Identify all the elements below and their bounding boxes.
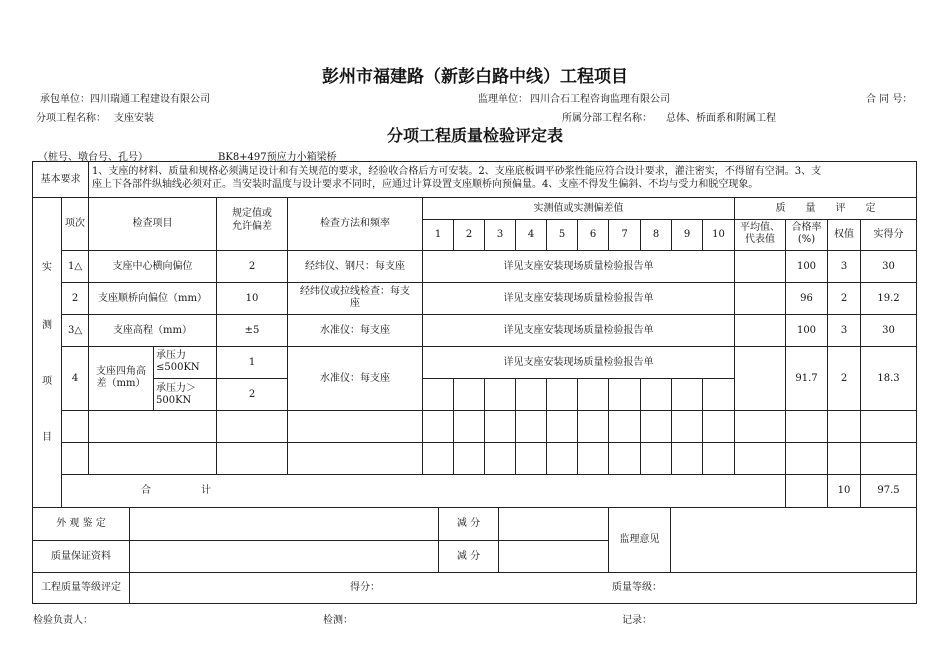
row2-tolerance: 10 xyxy=(245,292,259,304)
row4-score: 18.3 xyxy=(877,372,900,384)
header-pass-rate-line2: (%) xyxy=(797,234,816,245)
contractor-value: 四川瑞通工程建设有限公司 xyxy=(90,94,210,105)
header-measured: 实测值或实测偏差值 xyxy=(533,202,624,214)
col-5: 5 xyxy=(558,229,566,240)
form-title: 分项工程质量检验评定表 xyxy=(386,126,563,145)
col-6: 6 xyxy=(589,229,597,240)
total-score: 97.5 xyxy=(877,485,900,496)
row4-sub1-line2: ≤500KN xyxy=(156,362,200,373)
header-quality-eval: 质 量 评 定 xyxy=(775,202,876,214)
header-check-item: 检查项目 xyxy=(132,218,173,229)
division-value: 总体、桥面系和附属工程 xyxy=(666,113,776,124)
row1-item: 支座中心横向偏位 xyxy=(112,260,193,272)
contract-no-label: 合 同 号： xyxy=(866,94,913,105)
header-tolerance-line2: 允许偏差 xyxy=(232,221,272,232)
row3-score: 30 xyxy=(882,324,895,336)
subitem-value: 支座安装 xyxy=(114,113,154,124)
header-avg-line1: 平均值、 xyxy=(740,222,780,233)
row4-sub1-line1: 承压力 xyxy=(156,350,186,361)
total-weight: 10 xyxy=(837,485,851,496)
row4-sub1-tolerance: 1 xyxy=(248,356,256,368)
row3-no: 3△ xyxy=(67,324,83,336)
col-2: 2 xyxy=(465,229,473,240)
basic-text-line2: 座上下各部件纵轴线必须对正。当安装时温度与设计要求不同时，应通过计算设置支座顺桥向预偏量。4、支座不得发生偏斜、不均与受力和脱空现象。 xyxy=(92,179,759,190)
row4-item-line1: 支座四角高 xyxy=(96,366,146,377)
row1-method: 经纬仪、钢尺：每支座 xyxy=(305,260,405,272)
row2-pass-rate: 96 xyxy=(800,292,813,304)
basic-label: 基本要求 xyxy=(40,173,81,185)
header-weight: 权值 xyxy=(834,229,854,240)
row4-no: 4 xyxy=(71,372,79,384)
header-item-no: 项次 xyxy=(65,218,85,229)
score-label: 得分： xyxy=(350,582,380,593)
row4-weight: 2 xyxy=(840,372,848,384)
total-label-2: 计 xyxy=(201,485,211,496)
row1-pass-rate: 100 xyxy=(796,260,817,272)
grade-label: 质量等级： xyxy=(612,582,662,593)
side-label-4: 目 xyxy=(42,432,52,443)
supervision-label: 监理意见 xyxy=(619,534,660,545)
total-label-1: 合 xyxy=(141,485,151,496)
col-1: 1 xyxy=(434,229,442,240)
supervisor-label: 监理单位： xyxy=(478,94,528,105)
row4-pass-rate: 91.7 xyxy=(795,372,818,384)
row4-sub2-line2: 500KN xyxy=(156,395,192,406)
row4-sub2-tolerance: 2 xyxy=(248,388,256,400)
subitem-label: 分项工程名称： xyxy=(36,113,106,124)
recorder-label: 记录： xyxy=(622,615,652,626)
division-label: 所属分部工程名称： xyxy=(562,113,652,124)
row2-method-line1: 经纬仪或拉线检查：每支 xyxy=(300,286,410,297)
row3-pass-rate: 100 xyxy=(796,324,817,336)
header-method: 检查方法和频率 xyxy=(320,218,390,229)
row4-item-line2: 差（mm） xyxy=(96,378,146,389)
col-10: 10 xyxy=(712,229,725,240)
row2-method-line2: 座 xyxy=(350,298,360,309)
checker-label: 检测： xyxy=(323,615,353,626)
station-value: BK8+497预应力小箱梁桥 xyxy=(218,152,337,163)
row3-tolerance: ±5 xyxy=(244,324,260,336)
row3-measured: 详见支座安装现场质量检验报告单 xyxy=(503,324,654,336)
col-8: 8 xyxy=(652,229,660,240)
page-title: 彭州市福建路（新彭白路中线）工程项目 xyxy=(322,67,628,87)
row4-measured: 详见支座安装现场质量检验报告单 xyxy=(503,356,654,368)
inspector-label: 检验负责人： xyxy=(33,615,93,626)
supervisor-value: 四川合石工程咨询监理有限公司 xyxy=(530,94,670,105)
row3-item: 支座高程（mm） xyxy=(113,324,192,336)
row4-method: 水准仪：每支座 xyxy=(320,372,390,384)
basic-text-line1: 1、支座的材料、质量和规格必须满足设计和有关规范的要求，经验收合格后方可安装。2、支座底板调平砂浆性能应符合设计要求，灌注密实，不得留有空洞。3、支 xyxy=(92,166,822,177)
contractor-label: 承包单位： xyxy=(40,94,90,105)
col-4: 4 xyxy=(527,229,535,240)
header-avg-line2: 代表值 xyxy=(745,234,775,245)
row1-weight: 3 xyxy=(840,260,848,272)
side-label-1: 实 xyxy=(42,262,52,273)
row1-tolerance: 2 xyxy=(248,260,256,272)
side-label-2: 测 xyxy=(42,320,52,331)
col-7: 7 xyxy=(621,229,628,240)
row2-measured: 详见支座安装现场质量检验报告单 xyxy=(503,292,654,304)
col-9: 9 xyxy=(683,229,691,240)
side-label-3: 项 xyxy=(42,376,52,387)
row3-weight: 3 xyxy=(840,324,848,336)
row1-no: 1△ xyxy=(67,260,83,272)
appearance-deduct: 减 分 xyxy=(456,518,481,529)
row1-score: 30 xyxy=(882,260,895,272)
appearance-label: 外 观 鉴 定 xyxy=(56,518,106,529)
row2-score: 19.2 xyxy=(877,292,900,304)
row2-weight: 2 xyxy=(840,292,848,304)
row1-measured: 详见支座安装现场质量检验报告单 xyxy=(503,260,654,272)
row3-method: 水准仪：每支座 xyxy=(320,324,390,336)
row4-sub2-line1: 承压力＞ xyxy=(156,383,196,394)
col-3: 3 xyxy=(496,229,504,240)
grade-eval-label: 工程质量等级评定 xyxy=(41,582,121,593)
header-pass-rate-line1: 合格率 xyxy=(791,222,822,233)
header-tolerance-line1: 规定值或 xyxy=(232,208,272,219)
station-label: （桩号、墩台号、孔号） xyxy=(38,152,148,163)
assurance-label: 质量保证资料 xyxy=(51,550,111,562)
header-score: 实得分 xyxy=(873,229,904,240)
row2-no: 2 xyxy=(71,292,79,304)
assurance-deduct: 减 分 xyxy=(456,550,481,562)
row2-item: 支座顺桥向偏位（mm） xyxy=(98,292,207,304)
